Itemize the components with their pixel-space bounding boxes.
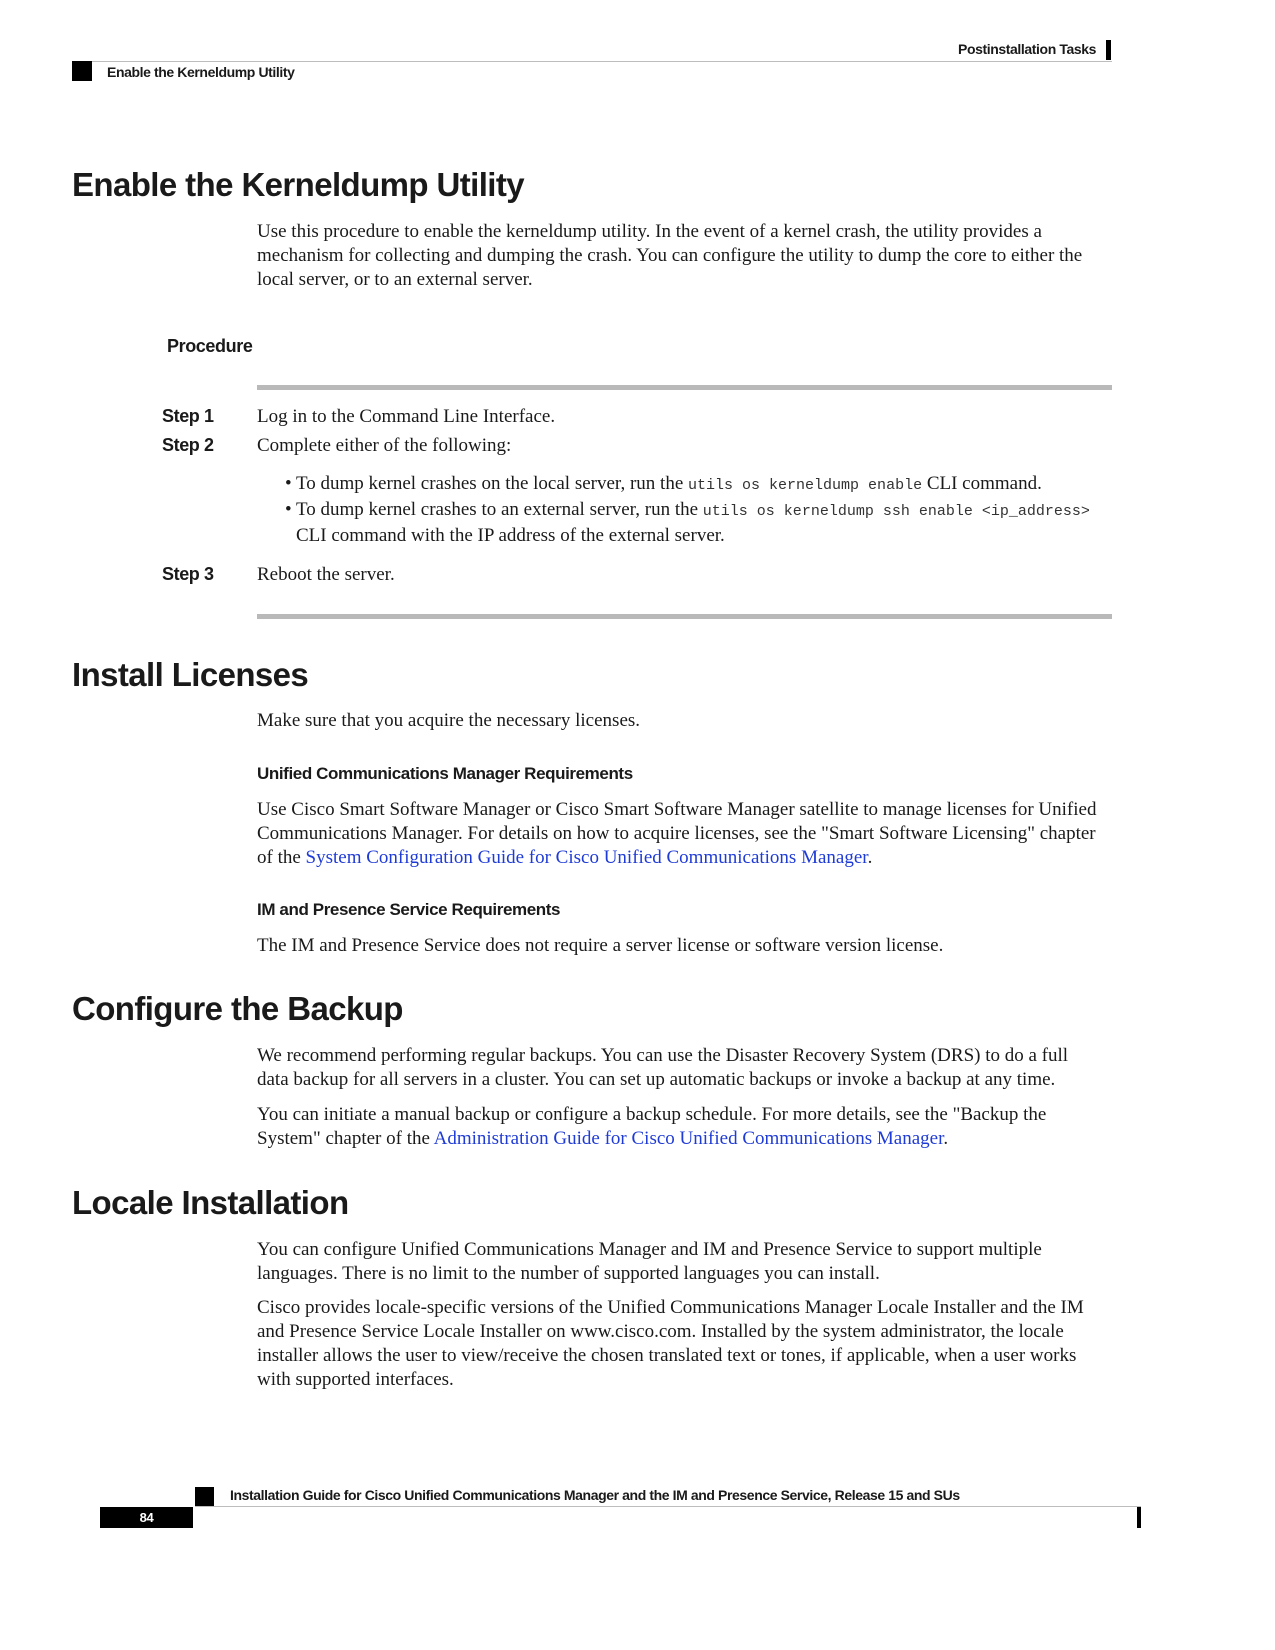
bullet-text — [296, 498, 1125, 548]
text-line: data backup for all servers in a cluster. You can set up automatic backups or invoke a backup at any time. — [257, 1069, 1056, 1090]
procedure-bottom-rule — [257, 614, 1112, 619]
text-line: You can configure Unified Communications Manager and IM and Presence Service to support multiple — [257, 1239, 1042, 1260]
text-pre: of the — [257, 847, 306, 868]
running-header-section: Enable the Kerneldump Utility — [107, 64, 295, 80]
step-3-label: Step 3 — [162, 564, 214, 584]
header-marker-box — [72, 61, 92, 81]
header-rule — [72, 61, 1112, 62]
imp-requirements-heading: IM and Presence Service Requirements — [257, 900, 561, 919]
text-line: You can initiate a manual backup or configure a backup schedule. For more details, see the "Backup the — [257, 1104, 1047, 1125]
backup-paragraph-1 — [257, 1044, 1115, 1092]
text-line: We recommend performing regular backups. You can use the Disaster Recovery System (DRS) to do a full — [257, 1045, 1069, 1066]
intro-line: mechanism for collecting and dumping the crash. You can configure the utility to dump the core to either the — [257, 245, 1083, 266]
procedure-label: Procedure — [167, 336, 253, 356]
text-line: Cisco provides locale-specific versions of the Unified Communications Manager Locale Installer and the IM — [257, 1297, 1084, 1318]
section-title-licenses: Install Licenses — [72, 656, 309, 693]
text-line: and Presence Service Locale Installer on www.cisco.com. Installed by the system administrator, the locale — [257, 1321, 1064, 1342]
bullet-text-pre: To dump kernel crashes to an external server, run the — [296, 499, 703, 520]
cli-command: utils os kerneldump ssh enable <ip_address> — [702, 503, 1090, 520]
bullet-external-dump — [285, 498, 1125, 548]
intro-line: Use this procedure to enable the kerneldump utility. In the event of a kernel crash, the utility provides a — [257, 221, 1042, 242]
kerneldump-intro — [257, 220, 1115, 292]
step-2-label: Step 2 — [162, 435, 214, 455]
step-3-text: Reboot the server. — [257, 564, 395, 585]
bullet-text-pre: To dump kernel crashes on the local server, run the — [296, 473, 689, 494]
bullet-dot: • — [285, 473, 292, 494]
running-header-chapter: Postinstallation Tasks — [958, 41, 1096, 57]
admin-guide-link[interactable]: Administration Guide for Cisco Unified Communications Manager — [433, 1128, 944, 1149]
text-line: languages. There is no limit to the number of supported languages you can install. — [257, 1263, 880, 1284]
procedure-top-rule — [257, 385, 1112, 390]
text-line: Use Cisco Smart Software Manager or Cisco Smart Software Manager satellite to manage licenses for Unified — [257, 799, 1097, 820]
section-title-backup: Configure the Backup — [72, 990, 403, 1027]
ucm-requirements-text — [257, 798, 1115, 870]
imp-requirements-text: The IM and Presence Service does not require a server license or software version license. — [257, 935, 944, 956]
page-number: 84 — [100, 1507, 193, 1528]
text-line — [257, 846, 1115, 870]
footer-book-title: Installation Guide for Cisco Unified Communications Manager and the IM and Presence Service, Release 15 and SUs — [230, 1487, 960, 1503]
bullet-dot: • — [285, 499, 292, 520]
cli-command: utils os kerneldump enable — [688, 477, 923, 494]
footer-marker-box — [195, 1487, 214, 1506]
text-line: with supported interfaces. — [257, 1369, 454, 1390]
text-line: installer allows the user to view/receive the chosen translated text or tones, if applicable, when a user works — [257, 1345, 1077, 1366]
backup-paragraph-2 — [257, 1103, 1115, 1151]
text-pre: System" chapter of the — [257, 1128, 434, 1149]
header-marker-bar — [1106, 40, 1111, 60]
text-line: Communications Manager. For details on how to acquire licenses, see the "Smart Software Licensing" chapter — [257, 823, 1096, 844]
locale-paragraph-2 — [257, 1296, 1115, 1392]
licenses-intro: Make sure that you acquire the necessary licenses. — [257, 710, 641, 731]
locale-paragraph-1 — [257, 1238, 1115, 1286]
step-1-text: Log in to the Command Line Interface. — [257, 406, 556, 427]
bullet-text-post: CLI command with the IP address of the external server. — [296, 525, 725, 546]
text-post: . — [943, 1128, 949, 1149]
text-post: . — [867, 847, 873, 868]
system-config-guide-link[interactable]: System Configuration Guide for Cisco Unified Communications Manager — [305, 847, 868, 868]
text-line — [257, 1127, 1115, 1151]
footer-marker-bar — [1137, 1507, 1141, 1528]
bullet-local-dump — [285, 472, 1125, 498]
step-2-text: Complete either of the following: — [257, 435, 512, 456]
section-title-locale: Locale Installation — [72, 1184, 349, 1221]
section-title-kerneldump: Enable the Kerneldump Utility — [72, 166, 524, 203]
ucm-requirements-heading: Unified Communications Manager Requirements — [257, 764, 633, 783]
intro-line: local server, or to an external server. — [257, 269, 533, 290]
bullet-text — [296, 472, 1125, 498]
footer-rule — [195, 1506, 1141, 1507]
bullet-text-post: CLI command. — [922, 473, 1042, 494]
step-1-label: Step 1 — [162, 406, 214, 426]
